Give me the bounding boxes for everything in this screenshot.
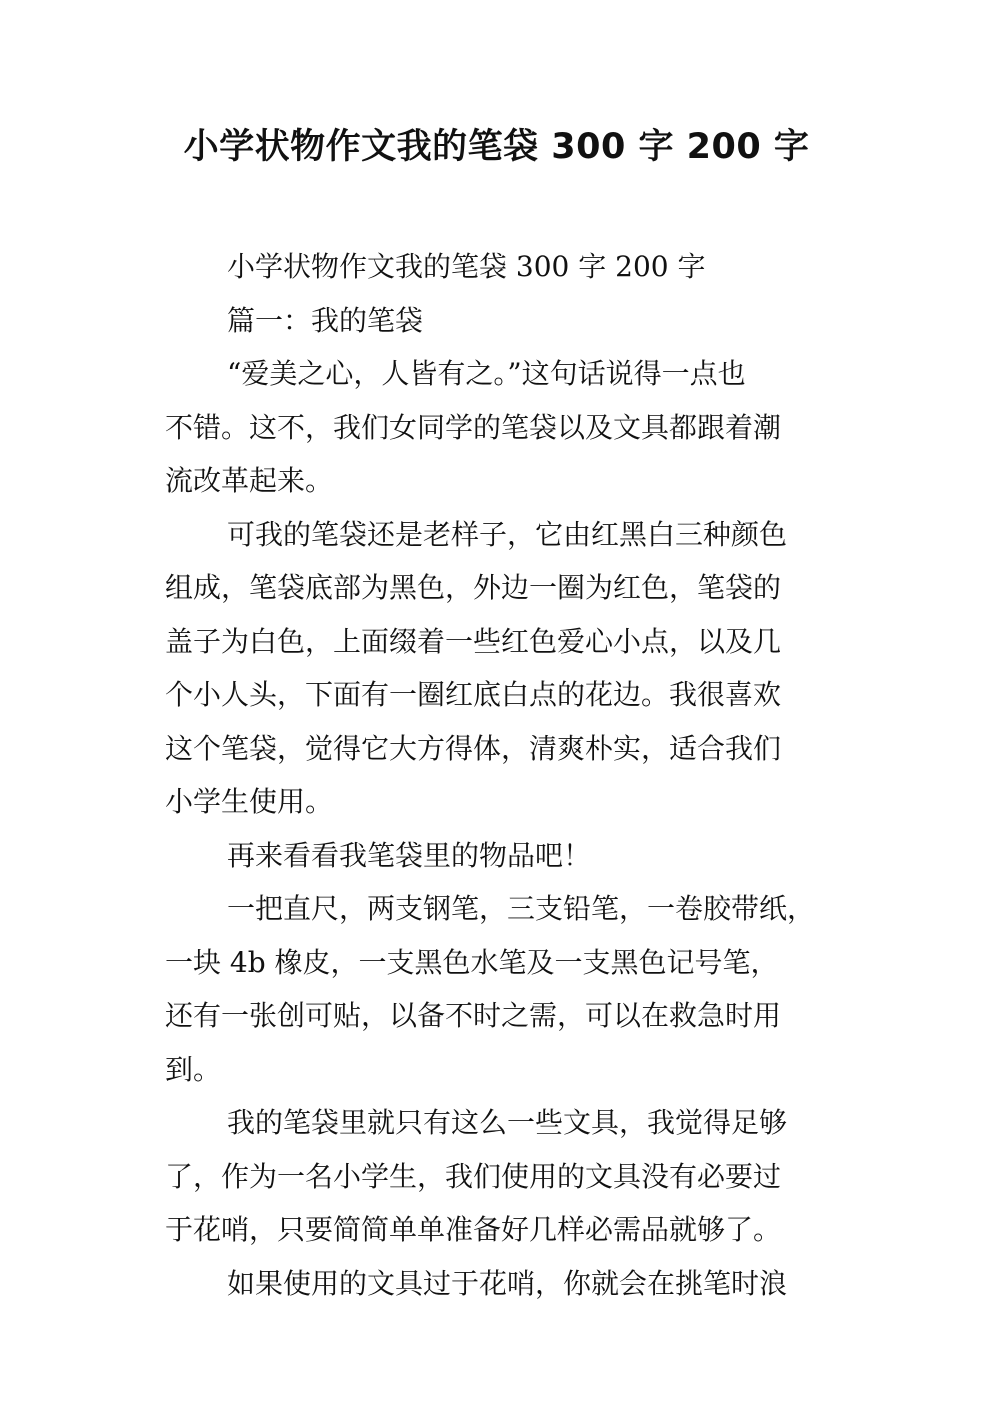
text-line: 这个笔袋，觉得它大方得体，清爽朴实，适合我们 — [165, 731, 782, 765]
text-line: 一块 4b 橡皮，一支黑色水笔及一支黑色记号笔， — [165, 945, 779, 979]
text-line: 于花哨，只要简简单单准备好几样必需品就够了。 — [165, 1213, 782, 1246]
text-line: 不错。这不，我们女同学的笔袋以及文具都跟着潮 — [165, 410, 782, 444]
document-title: 小学状物作文我的笔袋 300 字 200 字 — [183, 127, 810, 167]
text-line: 一把直尺，两支钢笔，三支铅笔，一卷胶带纸， — [227, 892, 816, 925]
text-line: 可我的笔袋还是老样子，它由红黑白三种颜色 — [227, 517, 788, 551]
document-body — [165, 240, 837, 1310]
text-line: 盖子为白色，上面缀着一些红色爱心小点，以及几 — [165, 624, 782, 658]
text-line: 如果使用的文具过于花哨，你就会在挑笔时浪 — [227, 1266, 788, 1300]
text-line: 个小人头，下面有一圈红底白点的花边。我很喜欢 — [165, 678, 782, 711]
text-line: “爱美之心，人皆有之。”这句话说得一点也 — [227, 357, 746, 390]
text-line: 到。 — [165, 1052, 222, 1086]
text-line: 小学状物作文我的笔袋 300 字 200 字 — [227, 250, 706, 283]
text-line: 组成，笔袋底部为黑色，外边一圈为红色，笔袋的 — [165, 571, 782, 604]
text-line: 篇一：我的笔袋 — [227, 303, 424, 337]
text-line: 还有一张创可贴，以备不时之需，可以在救急时用 — [165, 999, 782, 1032]
text-line: 流改革起来。 — [165, 464, 334, 497]
text-line: 我的笔袋里就只有这么一些文具，我觉得足够 — [227, 1106, 788, 1139]
text-line: 了，作为一名小学生，我们使用的文具没有必要过 — [165, 1159, 782, 1193]
text-line: 小学生使用。 — [165, 785, 334, 818]
text-line: 再来看看我笔袋里的物品吧！ — [227, 838, 592, 872]
